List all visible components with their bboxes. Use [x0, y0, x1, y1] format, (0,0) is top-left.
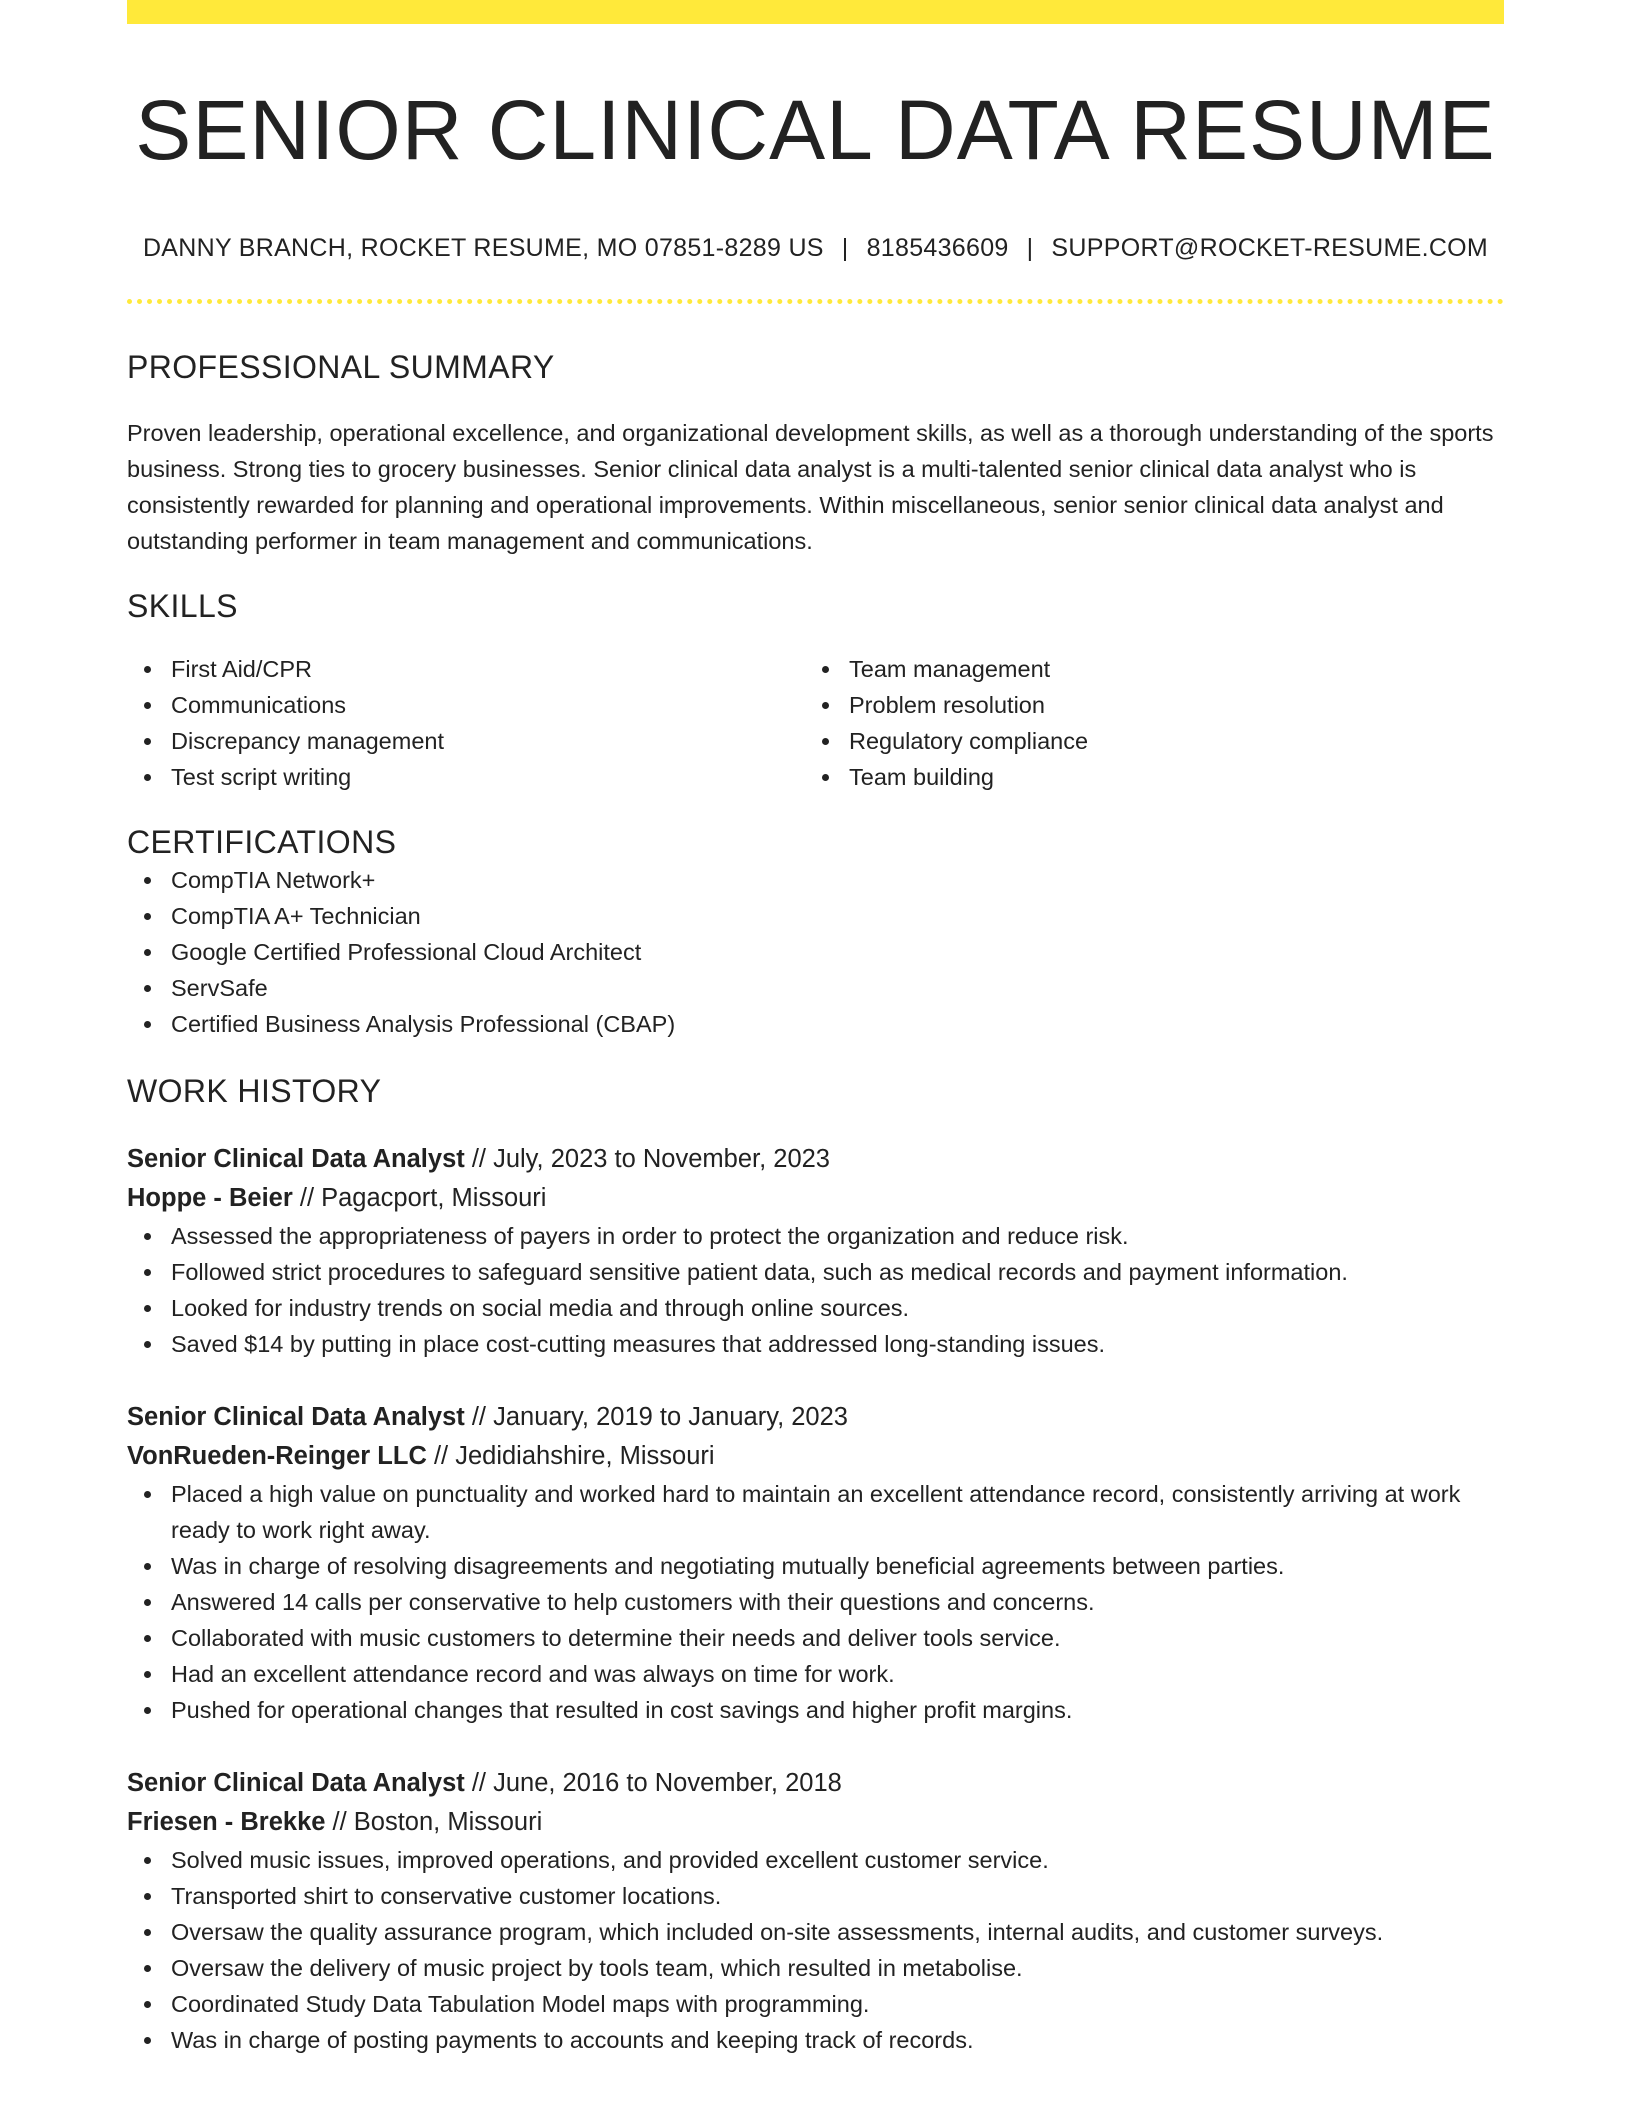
skill-item: Test script writing: [171, 759, 805, 795]
skill-item: Team management: [849, 651, 1483, 687]
job-company: Friesen - Brekke: [127, 1807, 326, 1836]
contact-info: [127, 234, 1504, 263]
certification-item: ServSafe: [171, 970, 1504, 1006]
job-title: Senior Clinical Data Analyst: [127, 1144, 465, 1173]
contact-address: DANNY BRANCH, ROCKET RESUME, MO 07851-8289 US: [142, 234, 824, 263]
summary-heading: PROFESSIONAL SUMMARY: [127, 349, 555, 386]
job-title-line: [127, 1764, 1504, 1803]
job-company: VonRueden-Reinger LLC: [127, 1441, 427, 1470]
skills-grid: [127, 651, 1504, 795]
job-dates: // July, 2023 to November, 2023: [464, 1144, 830, 1173]
job-duties-list: [127, 1476, 1504, 1728]
job-title: Senior Clinical Data Analyst: [127, 1768, 465, 1797]
job-location: // Boston, Missouri: [325, 1807, 543, 1836]
job-duty-item: Transported shirt to conservative customer locations.: [171, 1878, 1504, 1914]
job-duty-item: Answered 14 calls per conservative to help customers with their questions and concerns.: [171, 1584, 1504, 1620]
skill-item: Team building: [849, 759, 1483, 795]
job-duty-item: Followed strict procedures to safeguard sensitive patient data, such as medical records and payment information.: [171, 1254, 1504, 1290]
skill-item: Regulatory compliance: [849, 723, 1483, 759]
job-duties-list: [127, 1842, 1504, 2058]
job-duty-item: Coordinated Study Data Tabulation Model maps with programming.: [171, 1986, 1504, 2022]
job-duty-item: Was in charge of resolving disagreements and negotiating mutually beneficial agreements between parties.: [171, 1548, 1504, 1584]
skill-item: Communications: [171, 687, 805, 723]
job-company-line: [127, 1437, 1504, 1476]
skill-item: Problem resolution: [849, 687, 1483, 723]
contact-phone: 8185436609: [866, 234, 1009, 263]
skill-item: First Aid/CPR: [171, 651, 805, 687]
job-location: // Pagacport, Missouri: [292, 1183, 547, 1212]
contact-email: SUPPORT@ROCKET-RESUME.COM: [1051, 234, 1489, 263]
job-duty-item: Placed a high value on punctuality and worked hard to maintain an excellent attendance record, consistently arriving at work ready to work right away.: [171, 1476, 1504, 1548]
certification-item: CompTIA A+ Technician: [171, 898, 1504, 934]
contact-separator: |: [1026, 234, 1034, 263]
job-duty-item: Saved $14 by putting in place cost-cutting measures that addressed long-standing issues.: [171, 1326, 1504, 1362]
accent-bar: [127, 0, 1504, 24]
job-title: Senior Clinical Data Analyst: [127, 1402, 465, 1431]
contact-separator: |: [841, 234, 849, 263]
job-title-line: [127, 1398, 1504, 1437]
resume-page: [127, 0, 1504, 2112]
work-history-heading: WORK HISTORY: [127, 1072, 382, 1109]
certifications-list: [127, 862, 1504, 1042]
job-company-line: [127, 1179, 1504, 1218]
job-duty-item: Was in charge of posting payments to accounts and keeping track of records.: [171, 2022, 1504, 2058]
job-duties-list: [127, 1218, 1504, 1362]
job-title-line: [127, 1140, 1504, 1179]
job-duty-item: Pushed for operational changes that resulted in cost savings and higher profit margins.: [171, 1692, 1504, 1728]
job-duty-item: Oversaw the quality assurance program, which included on-site assessments, internal audits, and customer surveys.: [171, 1914, 1504, 1950]
job-location: // Jedidiahshire, Missouri: [426, 1441, 715, 1470]
certification-item: Google Certified Professional Cloud Architect: [171, 934, 1504, 970]
certification-item: CompTIA Network+: [171, 862, 1504, 898]
skills-heading: SKILLS: [127, 587, 238, 624]
job-dates: // June, 2016 to November, 2018: [464, 1768, 842, 1797]
job-duty-item: Assessed the appropriateness of payers in order to protect the organization and reduce risk.: [171, 1218, 1504, 1254]
dotted-divider: [127, 299, 1504, 304]
skill-item: Discrepancy management: [171, 723, 805, 759]
job-duty-item: Oversaw the delivery of music project by tools team, which resulted in metabolise.: [171, 1950, 1504, 1986]
page-title: SENIOR CLINICAL DATA RESUME: [135, 83, 1496, 177]
skills-list-left: [127, 651, 805, 795]
job-entry: [127, 1764, 1504, 2058]
job-duty-item: Collaborated with music customers to determine their needs and deliver tools service.: [171, 1620, 1504, 1656]
job-entry: [127, 1398, 1504, 1728]
skills-list-right: [805, 651, 1483, 795]
certifications-heading: CERTIFICATIONS: [127, 824, 397, 861]
skills-column-right: [805, 651, 1483, 795]
job-dates: // January, 2019 to January, 2023: [464, 1402, 848, 1431]
job-duty-item: Had an excellent attendance record and was always on time for work.: [171, 1656, 1504, 1692]
job-duty-item: Looked for industry trends on social media and through online sources.: [171, 1290, 1504, 1326]
skills-column-left: [127, 651, 805, 795]
job-duty-item: Solved music issues, improved operations, and provided excellent customer service.: [171, 1842, 1504, 1878]
job-entry: [127, 1140, 1504, 1362]
job-company-line: [127, 1803, 1504, 1842]
job-company: Hoppe - Beier: [127, 1183, 293, 1212]
summary-text: Proven leadership, operational excellence, and organizational development skills, as well as a thorough understanding of the sports business. Strong ties to grocery businesses. Senior clinical data analyst is a multi-talented senior clinical data analyst who is consistently rewarded for planning and operational improvements. Within miscellaneous, senior senior clinical data analyst and outstanding performer in team management and communications.: [127, 419, 1494, 554]
certification-item: Certified Business Analysis Professional (CBAP): [171, 1006, 1504, 1042]
